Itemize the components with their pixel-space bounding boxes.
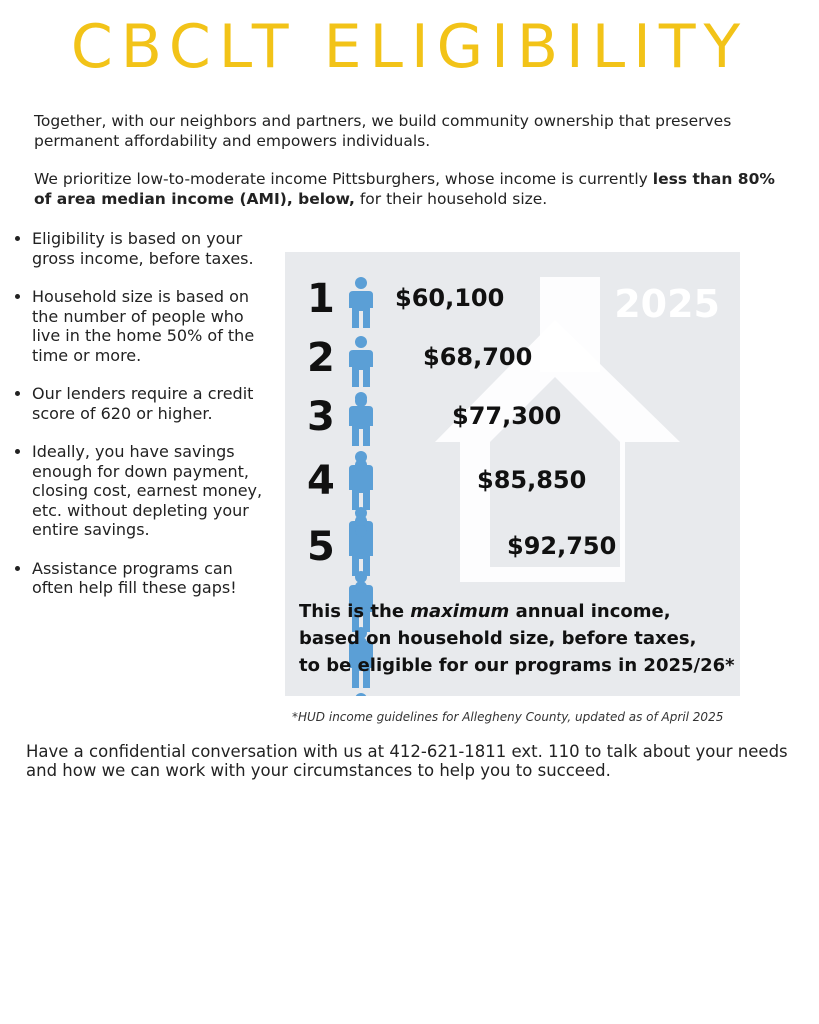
people-icons	[347, 276, 377, 328]
intro-p2-bold: less than 80% of area median income (AMI), below,	[34, 170, 775, 208]
list-item: • Eligibility is based on your gross income, before taxes.	[32, 229, 272, 268]
people-icons	[347, 394, 377, 446]
list-item: • Our lenders require a credit score of 620 or higher.	[32, 384, 272, 423]
household-size: 2	[307, 335, 335, 381]
people-icons	[347, 335, 377, 387]
panel-caption	[299, 598, 739, 679]
person-icon	[347, 276, 375, 328]
list-item: • Household size is based on the number of people who live in the home 50% of the time or more.	[32, 287, 272, 365]
list-item: • Ideally, you have savings enough for down payment, closing cost, earnest money, etc. without depleting your entire savings.	[32, 442, 272, 540]
caption-line-1	[299, 598, 739, 625]
household-size: 1	[307, 276, 335, 322]
income-panel	[285, 252, 740, 696]
caption-line-3: to be eligible for our programs in 2025/26*	[299, 655, 735, 676]
caption-line-2: based on household size, before taxes,	[299, 628, 697, 649]
caption-emphasis: maximum	[410, 601, 510, 622]
household-size: 3	[307, 394, 335, 440]
income-amount: $68,700	[423, 343, 533, 371]
intro-paragraph-1: Together, with our neighbors and partners, we build community ownership that preserves permanent affordability and empowers individuals.	[34, 112, 732, 150]
income-amount: $77,300	[452, 402, 562, 430]
intro-p2-end: for their household size.	[354, 190, 548, 208]
footnote: *HUD income guidelines for Allegheny County, updated as of April 2025	[292, 710, 724, 724]
person-icon	[347, 458, 375, 510]
list-item: • Assistance programs can often help fill these gaps!	[32, 559, 272, 598]
year-label: 2025	[614, 282, 720, 326]
people-icons	[347, 458, 377, 510]
eligibility-list	[10, 229, 272, 617]
contact-text: Have a confidential conversation with us at 412-621-1811 ext. 110 to talk about your needs and how we can work with your circumstances to help you to succeed.	[26, 742, 788, 780]
household-size: 4	[307, 458, 335, 504]
intro-paragraph-2	[34, 169, 784, 209]
page-title: CBCLT ELIGIBILITY	[70, 12, 749, 82]
person-icon	[347, 692, 375, 696]
person-icon	[347, 335, 375, 387]
person-icon	[347, 394, 375, 446]
caption-1a: This is the	[299, 601, 411, 622]
income-amount: $92,750	[507, 532, 617, 560]
person-icon	[347, 524, 375, 576]
household-size: 5	[307, 524, 335, 570]
intro-p2-start: We prioritize low-to-moderate income Pittsburghers, whose income is currently	[34, 170, 653, 188]
caption-1c: annual income,	[509, 601, 671, 622]
income-amount: $85,850	[477, 466, 587, 494]
people-icons	[347, 524, 377, 576]
income-amount: $60,100	[395, 284, 505, 312]
